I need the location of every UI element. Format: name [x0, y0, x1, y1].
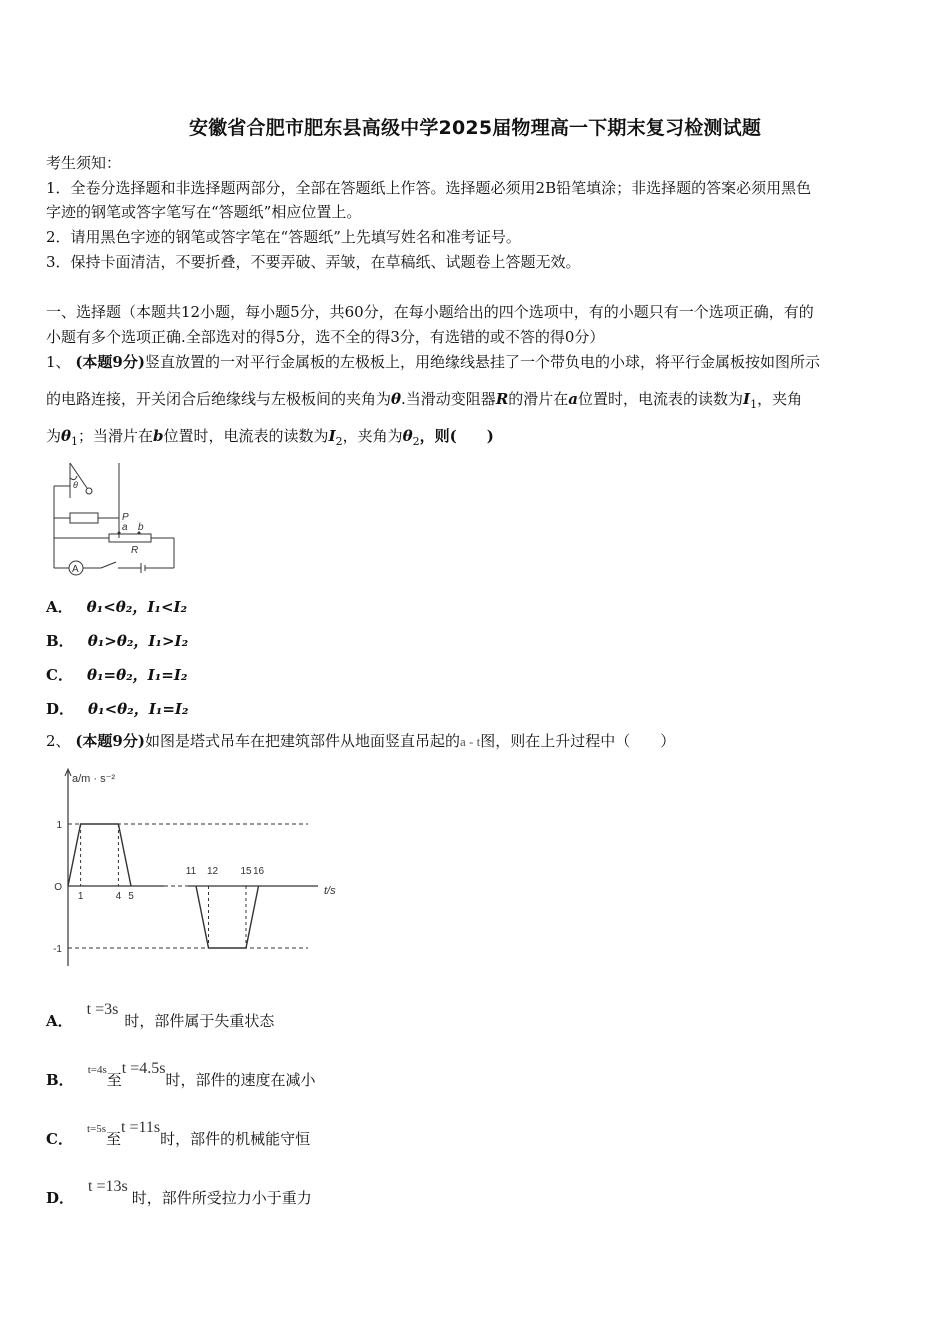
question-2-line-1: [46, 730, 675, 753]
option-connector: 至: [106, 1130, 122, 1148]
option-label: D．: [46, 1189, 75, 1207]
notice-item: 3．保持卡面清洁，不要折叠，不要弄破、弄皱，在草稿纸、试题卷上答题无效。: [46, 253, 581, 271]
notice-item: 2．请用黑色字迹的钢笔或答字笔在“答题纸”上先填写姓名和准考证号。: [46, 228, 521, 246]
option-c[interactable]: [46, 1119, 311, 1149]
y-tick-label: -1: [53, 944, 62, 955]
y-tick-label: 1: [56, 820, 62, 831]
formula-time: t=4s: [87, 1064, 107, 1076]
question-1-line-3: [46, 425, 494, 453]
subscript: 2: [412, 435, 420, 448]
x-axis-label: t/s: [324, 885, 336, 897]
page-title: 安徽省合肥市肥东县高级中学2025届物理高一下期末复习检测试题: [188, 117, 762, 139]
formula-time: t=5s: [86, 1123, 106, 1135]
option-label: A．: [46, 1012, 73, 1030]
formula-time: t =13s: [88, 1178, 128, 1195]
symbol-r: R: [495, 390, 509, 408]
question-text: .当滑动变阻器: [401, 390, 496, 408]
option-a[interactable]: [46, 596, 187, 617]
notice-heading: 考生须知：: [46, 154, 122, 172]
x-tick-label: 16: [252, 866, 265, 877]
option-c[interactable]: [46, 664, 187, 685]
option-text: θ₁<θ₂，I₁=I₂: [88, 700, 189, 718]
subscript: 2: [335, 435, 343, 448]
symbol-i: I: [328, 427, 336, 445]
option-text: 时，部件属于失重状态: [124, 1012, 275, 1030]
option-a[interactable]: [46, 1001, 275, 1031]
a-label: a: [122, 522, 128, 533]
symbol-i: I: [743, 390, 751, 408]
question-text: 位置时，电流表的读数为: [163, 427, 329, 445]
x-tick-label: 4: [115, 891, 122, 902]
section-instructions: 一、选择题（本题共12小题，每小题5分，共60分，在每小题给出的四个选项中，有的小题只有一个选项正确，有的: [46, 303, 814, 321]
option-label: B．: [46, 1071, 74, 1089]
y-tick-label: O: [54, 882, 62, 893]
option-text: θ₁<θ₂，I₁<I₂: [86, 598, 188, 616]
symbol-theta: θ: [61, 427, 72, 445]
question-number: 2、: [46, 732, 71, 750]
p-label: P: [122, 512, 129, 523]
question-text: 位置时，电流表的读数为: [578, 390, 744, 408]
circuit-diagram: [46, 458, 181, 583]
series-line: [68, 824, 131, 886]
subscript: 1: [750, 398, 758, 411]
question-text: ，夹角为: [342, 427, 403, 445]
option-d[interactable]: [46, 1178, 312, 1208]
option-text: 时，部件的速度在减小: [165, 1071, 316, 1089]
section-instructions: 小题有多个选项正确.全部选对的得5分，选不全的得3分，有选错的或不答的得0分）: [46, 328, 605, 346]
question-text: 为: [46, 427, 62, 445]
option-label: D．: [46, 700, 75, 718]
charged-ball: [86, 488, 92, 494]
option-text: 时，部件的机械能守恒: [160, 1130, 311, 1148]
option-text: θ₁=θ₂，I₁=I₂: [86, 666, 188, 684]
question-text: 的电路连接，开关闭合后绝缘线与左极板间的夹角为: [46, 390, 392, 408]
a-t-chart: [46, 766, 356, 971]
question-text: ，则( ): [419, 427, 494, 445]
r-label: R: [131, 545, 139, 556]
option-text: θ₁>θ₂，I₁>I₂: [87, 632, 189, 650]
notice-item: 1．全卷分选择题和非选择题两部分，全部在答题纸上作答。选择题必须用2B铅笔填涂；非选择题的答案必须用黑色: [46, 179, 812, 197]
x-tick-label: 11: [185, 866, 197, 877]
symbol-a: a: [568, 390, 579, 408]
question-score: (本题9分): [75, 732, 145, 750]
x-tick-label: 15: [240, 866, 252, 877]
question-text: ；当滑片在: [78, 427, 154, 445]
fixed-resistor: [70, 513, 98, 523]
option-connector: 至: [106, 1071, 122, 1089]
x-tick-label: 12: [206, 866, 219, 877]
b-label: b: [138, 522, 144, 533]
option-text: 时，部件所受拉力小于重力: [131, 1189, 312, 1207]
y-axis-label: a/m · s⁻²: [72, 773, 116, 785]
x-tick-label: 5: [128, 891, 134, 902]
option-label: B．: [46, 632, 74, 650]
option-d[interactable]: [46, 698, 188, 719]
option-label: C．: [46, 666, 73, 684]
formula-time: t =11s: [121, 1119, 161, 1136]
option-label: C．: [46, 1130, 73, 1148]
formula-a-t: a - t: [459, 734, 481, 749]
rheostat: [109, 534, 151, 542]
question-text: 图，则在上升过程中（ ）: [480, 732, 676, 750]
subscript: 1: [71, 435, 79, 448]
series-line: [196, 886, 259, 948]
switch: [101, 562, 116, 568]
symbol-theta: θ: [391, 390, 402, 408]
formula-time: t =4.5s: [121, 1060, 166, 1077]
notice-item: 字迹的钢笔或答字笔写在“答题纸”相应位置上。: [46, 203, 362, 221]
ammeter-label: A: [72, 564, 79, 575]
symbol-theta: θ: [402, 427, 413, 445]
question-score: (本题9分): [75, 353, 145, 371]
question-1-line-2: [46, 388, 802, 416]
formula-time: t =3s: [86, 1001, 119, 1018]
x-tick-label: 1: [77, 891, 84, 902]
option-b[interactable]: [46, 1060, 316, 1090]
question-number: 1、: [46, 353, 71, 371]
option-label: A．: [46, 598, 73, 616]
question-text: 竖直放置的一对平行金属板的左极板上，用绝缘线悬挂了一个带负电的小球，将平行金属板按如图所示: [144, 353, 820, 371]
theta-label: θ: [73, 480, 78, 490]
question-text: ，夹角: [757, 390, 803, 408]
option-b[interactable]: [46, 630, 188, 651]
question-text: 如图是塔式吊车在把建筑部件从地面竖直吊起的: [144, 732, 460, 750]
question-text: 的滑片在: [508, 390, 569, 408]
question-1-line-1: [46, 351, 820, 373]
symbol-b: b: [153, 427, 164, 445]
